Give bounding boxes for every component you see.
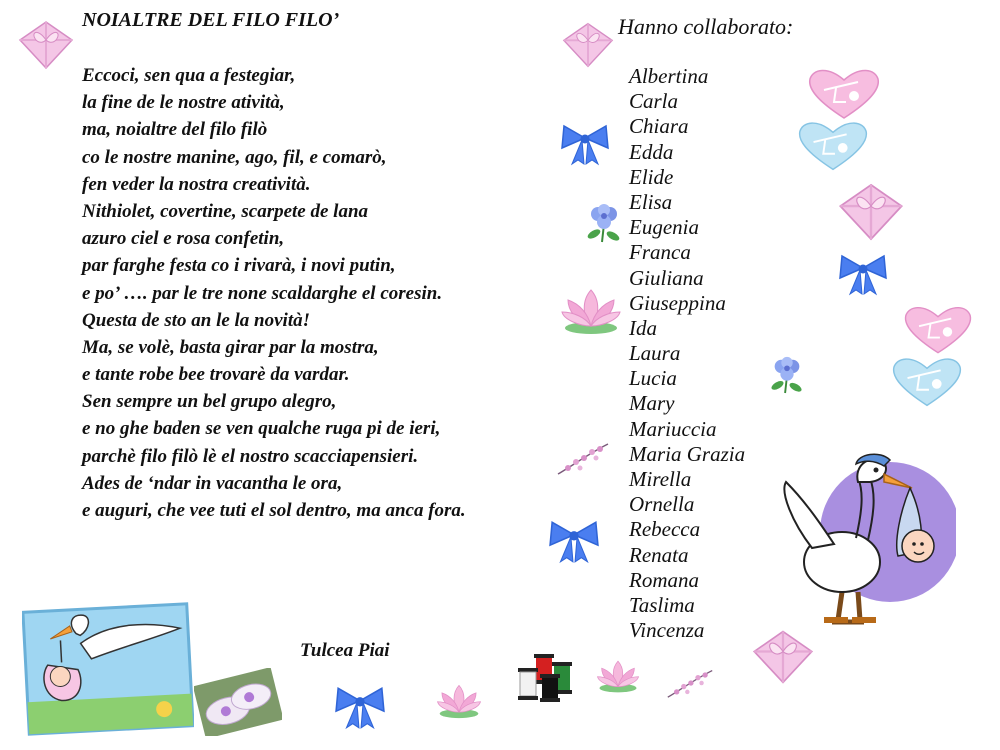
poem-line: Sen sempre un bel grupo alegro, xyxy=(82,391,337,413)
collaborator-name: Edda xyxy=(629,139,674,164)
collaborator-name: Elide xyxy=(629,164,674,189)
collaborator-name: Taslima xyxy=(629,592,695,617)
poem-line: Eccoci, sen qua a festegiar, xyxy=(82,65,296,86)
collaborator-name: Mirella xyxy=(629,467,692,491)
collaborator-name: Maria Grazia xyxy=(629,441,746,466)
ribbon-bow-icon xyxy=(548,518,600,564)
poem-line: parchè filo filò lè el nostro scacciapensieri. xyxy=(82,445,419,467)
flower-icon xyxy=(768,352,806,396)
poem-line: Ades de ‘ndar in vacantha le ora, xyxy=(82,472,343,494)
collaborator-name: Franca xyxy=(629,240,691,265)
gift-box-icon xyxy=(562,20,614,70)
collaborator-name: Chiara xyxy=(629,114,689,139)
gift-box-icon xyxy=(18,20,74,70)
poem-line: e auguri, che vee tuti el sol dentro, ma anca fora. xyxy=(82,500,466,521)
poem-line: ma, noialtre del filo filò xyxy=(82,119,268,141)
poem-line: e po’ …. par le tre none scaldarghe el coresin. xyxy=(82,282,443,304)
poem-line: co le nostre manine, ago, fil, e comarò, xyxy=(82,146,387,168)
flower-icon xyxy=(584,200,624,244)
poem-body xyxy=(82,62,582,524)
thread-spools-icon xyxy=(516,652,578,704)
collaborator-name: Vincenza xyxy=(629,618,705,643)
ribbon-bow-icon xyxy=(334,684,386,730)
poem-title: NOIALTRE DEL FILO FILO’ xyxy=(82,9,340,31)
collaborator-name: Rebecca xyxy=(629,517,701,542)
collaborator-name: Albertina xyxy=(629,64,709,88)
collaborator-name: Eugenia xyxy=(629,215,699,240)
baby-shoes-icon xyxy=(194,668,282,736)
heart-stork-icon xyxy=(902,302,974,356)
lotus-icon xyxy=(436,682,482,720)
stork-baby-illustration xyxy=(772,452,956,628)
poem-author: Tulcea Piai xyxy=(300,640,390,661)
collaborators-heading: Hanno collaborato: xyxy=(618,14,794,39)
poem-line: la fine de le nostre atività, xyxy=(82,92,285,114)
lotus-icon xyxy=(596,658,640,694)
collaborator-name: Giuseppina xyxy=(629,290,726,315)
poem-line: par farghe festa co i rivarà, i novi putin, xyxy=(82,255,396,277)
poem-line: fen veder la nostra creatività. xyxy=(82,173,311,195)
cherry-branch-icon xyxy=(666,666,714,700)
collaborator-name: Mary xyxy=(629,391,675,416)
heart-stork-icon xyxy=(806,66,882,120)
collaborator-name: Romana xyxy=(629,567,699,592)
collaborator-name: Mariuccia xyxy=(629,416,717,441)
poem-line: Questa de sto an le la novità! xyxy=(82,309,311,331)
ribbon-bow-icon xyxy=(560,122,610,166)
collaborators-list xyxy=(629,64,745,643)
poem-line: Nithiolet, covertine, scarpete de lana xyxy=(82,200,369,222)
poem-line: azuro ciel e rosa confetin, xyxy=(82,228,285,250)
poem-line: Ma, se volè, basta girar par la mostra, xyxy=(82,336,379,358)
poem-line: e tante robe bee trovarè da vardar. xyxy=(82,364,350,386)
collaborator-name: Giuliana xyxy=(629,265,704,290)
poem-line: e no ghe baden se ven qualche ruga pi de ieri, xyxy=(82,418,441,440)
collaborator-name: Laura xyxy=(629,341,681,366)
heart-stork-icon xyxy=(796,118,870,172)
heart-stork-icon xyxy=(890,354,964,408)
collaborator-name: Elisa xyxy=(629,189,673,214)
collaborator-name: Carla xyxy=(629,89,679,114)
lotus-icon xyxy=(560,286,622,336)
stork-baby-illustration xyxy=(22,602,194,736)
cherry-branch-icon xyxy=(556,440,610,476)
collaborator-name: Ornella xyxy=(629,492,695,517)
ribbon-bow-icon xyxy=(838,252,888,296)
gift-box-icon xyxy=(752,628,814,686)
collaborator-name: Ida xyxy=(629,315,657,340)
collaborator-name: Renata xyxy=(629,542,689,567)
gift-box-icon xyxy=(838,182,904,242)
collaborator-name: Lucia xyxy=(629,366,677,391)
